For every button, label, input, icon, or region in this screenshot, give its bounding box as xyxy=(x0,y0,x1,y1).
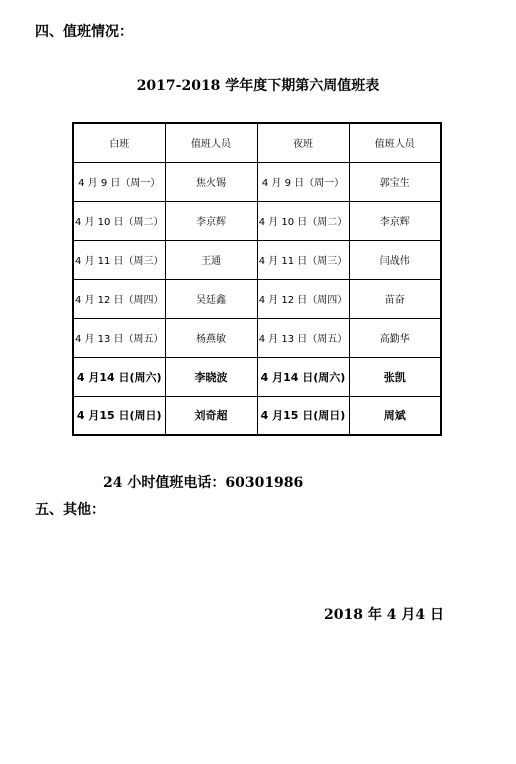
day-shift-person: 吴廷鑫 xyxy=(165,279,257,318)
day-shift-person: 焦火锡 xyxy=(165,162,257,201)
night-shift-person: 闫战伟 xyxy=(349,240,441,279)
night-shift-person: 张凯 xyxy=(349,357,441,396)
header-day-person: 值班人员 xyxy=(165,123,257,162)
table-row xyxy=(73,318,441,357)
night-shift-date: 4 月 9 日（周一） xyxy=(257,162,349,201)
night-shift-person: 郭宝生 xyxy=(349,162,441,201)
day-shift-date: 4 月 9 日（周一） xyxy=(73,162,165,201)
night-shift-person: 苗奋 xyxy=(349,279,441,318)
table-row xyxy=(73,162,441,201)
night-shift-date: 4 月 10 日（周二） xyxy=(257,201,349,240)
day-shift-date: 4 月 13 日（周五） xyxy=(73,318,165,357)
table-row xyxy=(73,396,441,435)
day-shift-date: 4 月15 日(周日) xyxy=(73,396,165,435)
day-shift-person: 李晓波 xyxy=(165,357,257,396)
section-four-heading: 四、值班情况： xyxy=(35,24,133,40)
day-shift-date: 4 月 11 日（周三） xyxy=(73,240,165,279)
table-row xyxy=(73,357,441,396)
night-shift-person: 高勤华 xyxy=(349,318,441,357)
duty-schedule-table xyxy=(72,122,442,436)
table-header-row xyxy=(73,123,441,162)
night-shift-person: 李京辉 xyxy=(349,201,441,240)
day-shift-person: 李京辉 xyxy=(165,201,257,240)
duty-phone-line: 24 小时值班电话：60301986 xyxy=(103,475,304,491)
table-row xyxy=(73,201,441,240)
document-date: 2018 年 4 月4 日 xyxy=(324,607,444,623)
day-shift-date: 4 月14 日(周六) xyxy=(73,357,165,396)
night-shift-date: 4 月 11 日（周三） xyxy=(257,240,349,279)
section-five-heading: 五、其他： xyxy=(35,502,105,518)
table-row xyxy=(73,279,441,318)
header-night-person: 值班人员 xyxy=(349,123,441,162)
night-shift-date: 4 月 13 日（周五） xyxy=(257,318,349,357)
table-row xyxy=(73,240,441,279)
day-shift-date: 4 月 10 日（周二） xyxy=(73,201,165,240)
day-shift-person: 王通 xyxy=(165,240,257,279)
night-shift-date: 4 月 12 日（周四） xyxy=(257,279,349,318)
header-night-shift: 夜班 xyxy=(257,123,349,162)
schedule-title: 2017-2018 学年度下期第六周值班表 xyxy=(136,78,380,94)
header-day-shift: 白班 xyxy=(73,123,165,162)
day-shift-date: 4 月 12 日（周四） xyxy=(73,279,165,318)
day-shift-person: 杨燕敏 xyxy=(165,318,257,357)
night-shift-date: 4 月15 日(周日) xyxy=(257,396,349,435)
night-shift-person: 周斌 xyxy=(349,396,441,435)
day-shift-person: 刘奇超 xyxy=(165,396,257,435)
night-shift-date: 4 月14 日(周六) xyxy=(257,357,349,396)
